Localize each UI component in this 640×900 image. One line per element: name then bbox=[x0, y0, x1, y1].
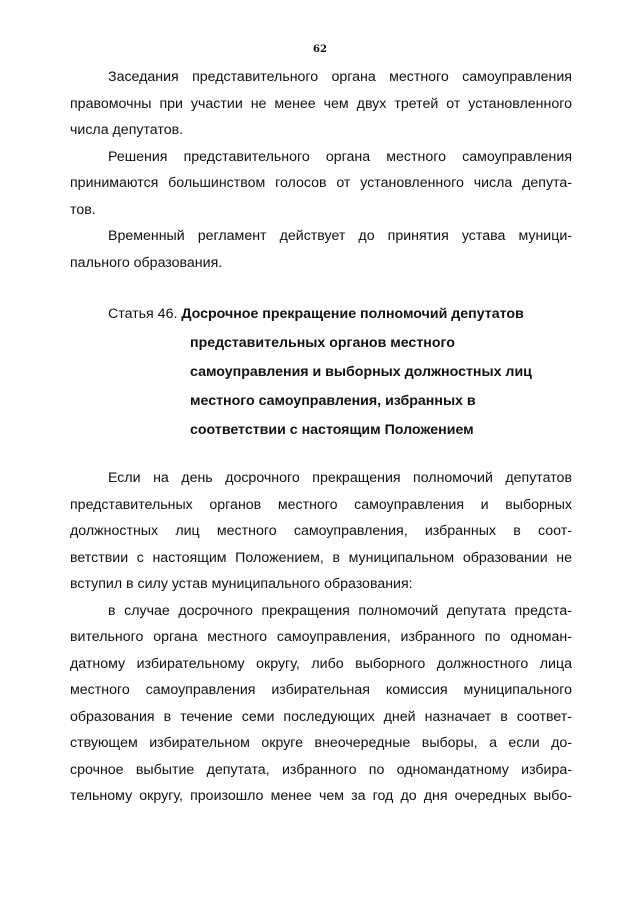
paragraph-5-line-3: датному избирательному округу, либо выборного должностного лица bbox=[70, 655, 572, 672]
paragraph-5-line-5: образования в течение семи последующих дней назначает в соответ- bbox=[70, 708, 572, 725]
paragraph-2-line-3: тов. bbox=[70, 201, 96, 218]
article-title-line-1: Досрочное прекращение полномочий депутатов bbox=[181, 306, 524, 322]
paragraph-4-line-3: должностных лиц местного самоуправления, избранных в соот- bbox=[70, 523, 572, 539]
article-title-line-5: соответствии с настоящим Положением bbox=[190, 422, 474, 438]
article-heading-line-1 bbox=[108, 300, 578, 329]
article-title-line-3: самоуправления и выборных должностных лиц bbox=[190, 364, 532, 380]
paragraph-4-line-1: Если на день досрочного прекращения полномочий депутатов bbox=[108, 470, 572, 486]
paragraph-1-line-1: Заседания представительного органа местного самоуправления bbox=[108, 69, 572, 85]
bottom-text-block bbox=[70, 465, 572, 810]
paragraph-5-line-8: тельному округу, произошло менее чем за год до дня очередных выбо- bbox=[70, 788, 572, 804]
paragraph-5-line-6: ствующем избирательном округе внеочередные выборы, а если до- bbox=[70, 735, 572, 751]
paragraph-4-line-5: вступил в силу устав муниципального образования: bbox=[70, 576, 413, 592]
top-text-block bbox=[70, 64, 572, 276]
paragraph-2-line-1: Решения представительного органа местного самоуправления bbox=[108, 148, 572, 165]
paragraph-3-line-2: пального образования. bbox=[70, 254, 223, 271]
paragraph-3-line-1: Временный регламент действует до принятия устава муници- bbox=[108, 228, 572, 244]
paragraph-5-line-7: срочное выбытие депутата, избранного по одномандатному избира- bbox=[70, 761, 572, 778]
article-number: Статья 46. bbox=[108, 306, 178, 322]
article-heading bbox=[108, 300, 578, 445]
paragraph-2-line-2: принимаются большинством голосов от установленного числа депута- bbox=[70, 175, 572, 191]
paragraph-5-line-2: вительного органа местного самоуправления, избранного по одноман- bbox=[70, 629, 572, 645]
paragraph-5-line-1: в случае досрочного прекращения полномочий депутата предста- bbox=[108, 602, 572, 619]
paragraph-4-line-2: представительных органов местного самоуправления и выборных bbox=[70, 496, 572, 513]
paragraph-1-line-3: числа депутатов. bbox=[70, 122, 184, 138]
paragraph-4-line-4: ветствии с настоящим Положением, в муниципальном образовании не bbox=[70, 549, 572, 566]
article-title-line-4: местного самоуправления, избранных в bbox=[190, 393, 476, 409]
page-number: 62 bbox=[313, 44, 327, 55]
paragraph-1-line-2: правомочны при участии не менее чем двух третей от установленного bbox=[70, 95, 572, 112]
article-title-line-2: представительных органов местного bbox=[190, 335, 455, 351]
paragraph-5-line-4: местного самоуправления избирательная комиссия муниципального bbox=[70, 682, 572, 698]
